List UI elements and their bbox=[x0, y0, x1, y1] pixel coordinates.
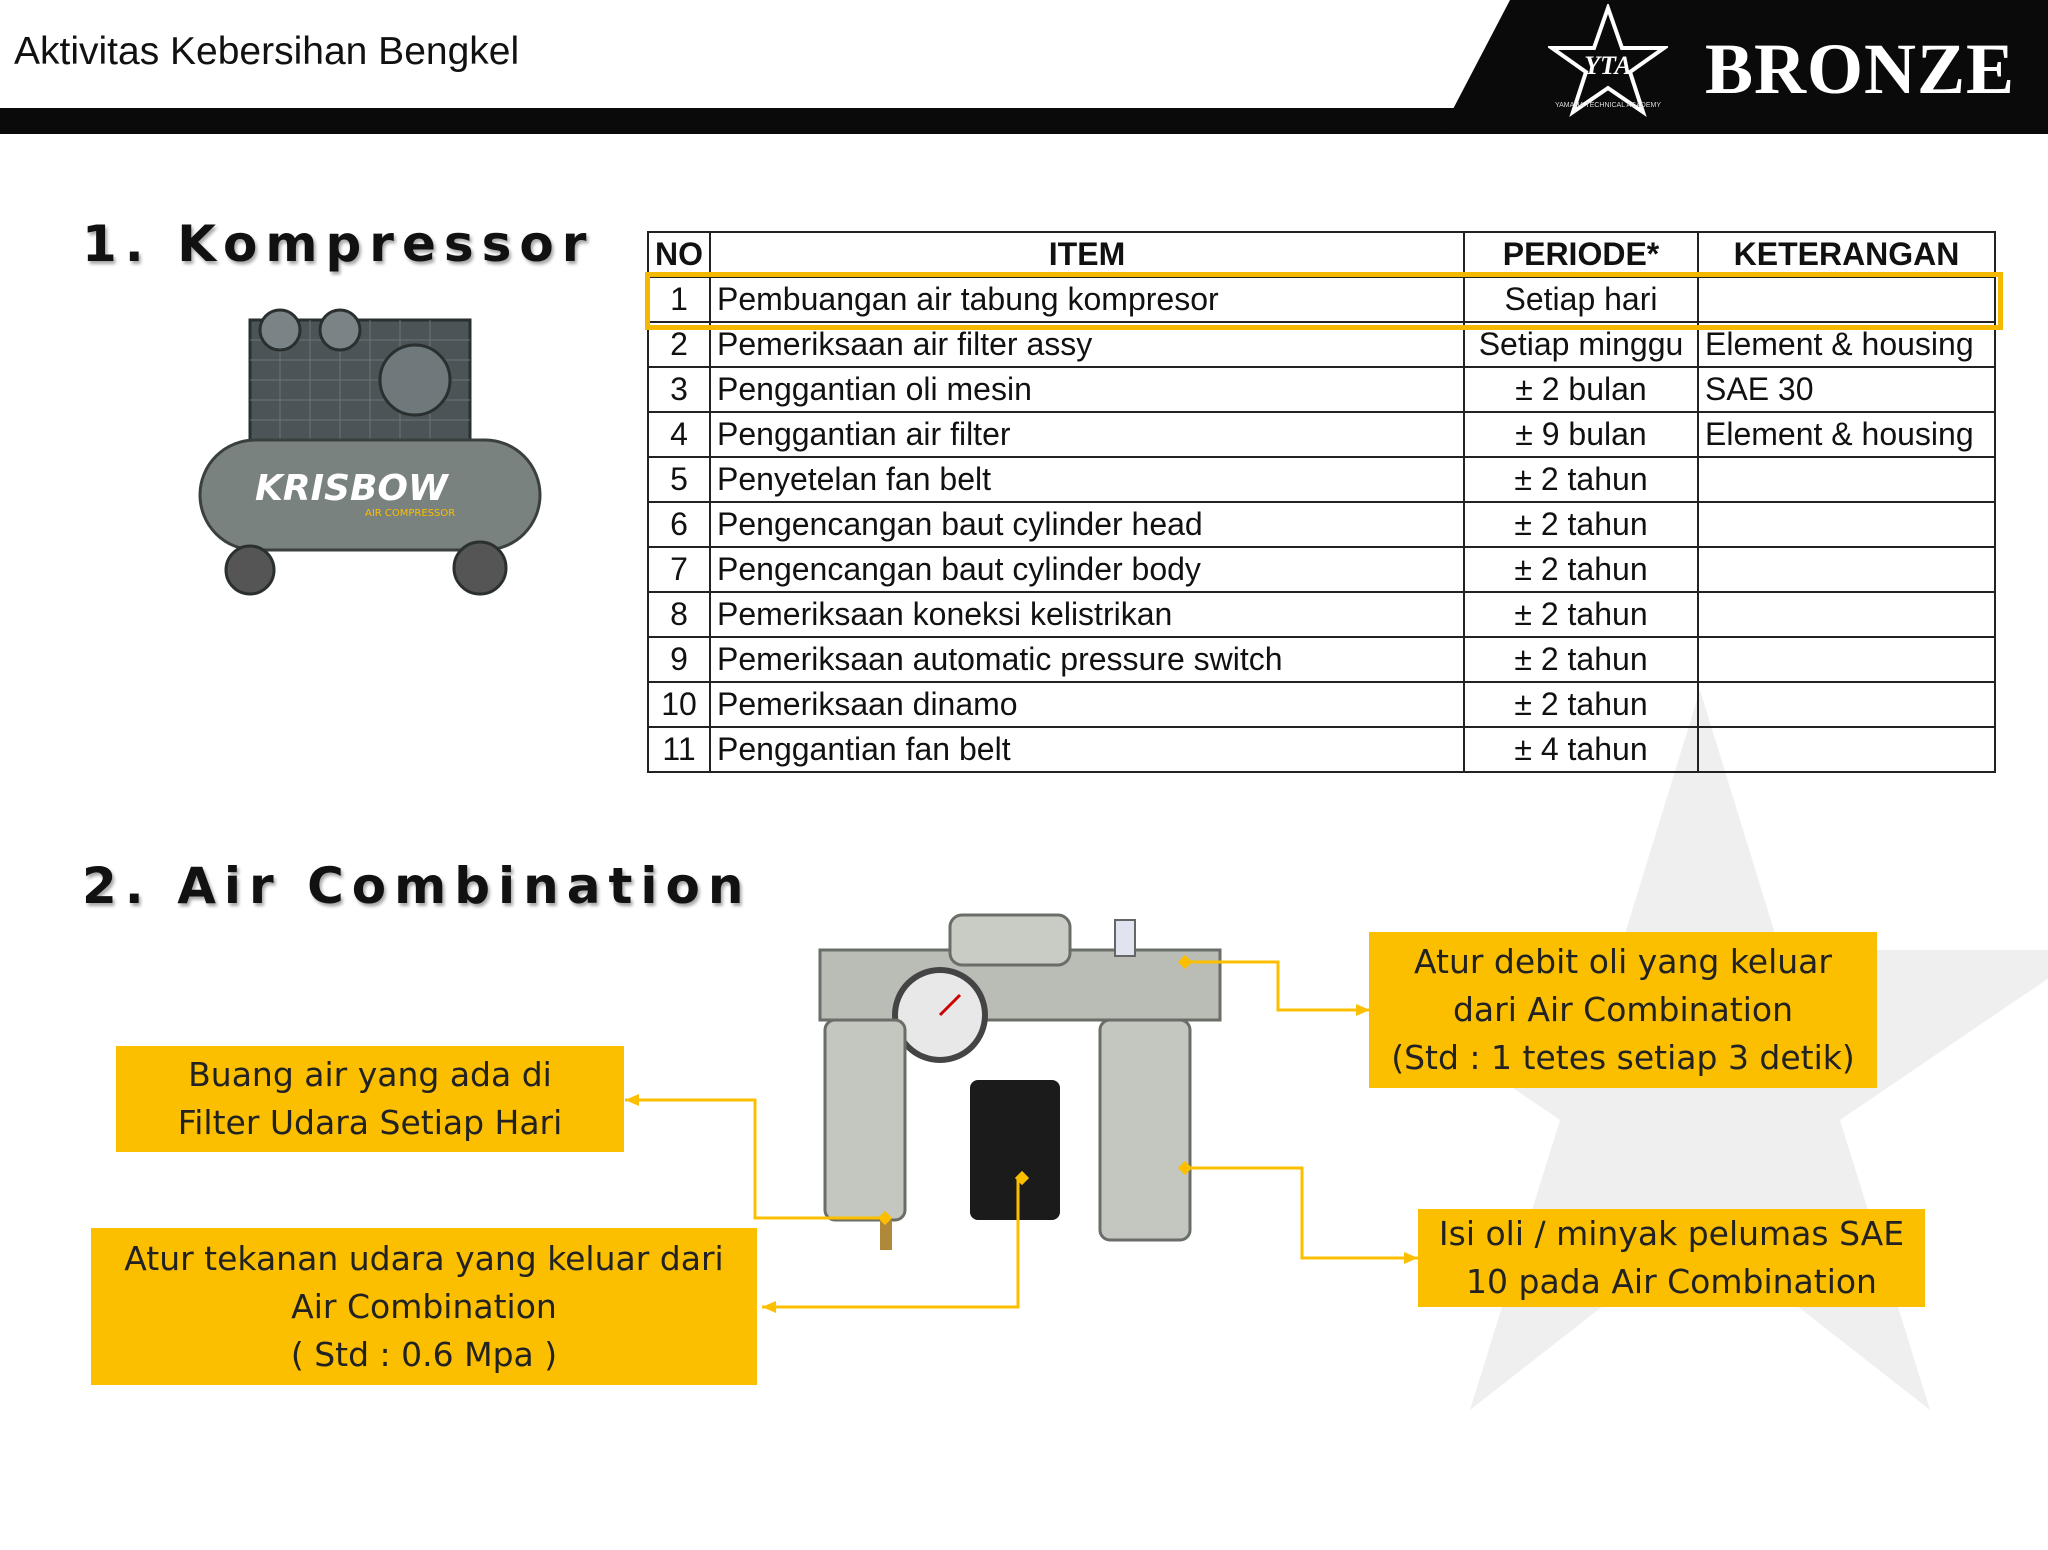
callout-line: ( Std : 0.6 Mpa ) bbox=[290, 1334, 558, 1374]
callout-line: Filter Udara Setiap Hari bbox=[177, 1103, 563, 1142]
cell-keterangan: SAE 30 bbox=[1698, 367, 1995, 412]
page-title: Aktivitas Kebersihan Bengkel bbox=[14, 30, 520, 73]
cell-periode: ± 4 tahun bbox=[1464, 727, 1698, 772]
cell-periode: ± 2 tahun bbox=[1464, 457, 1698, 502]
cell-item: Penggantian air filter bbox=[710, 412, 1464, 457]
cell-periode: ± 2 tahun bbox=[1464, 547, 1698, 592]
cell-item: Pemeriksaan automatic pressure switch bbox=[710, 637, 1464, 682]
cell-item: Penggantian oli mesin bbox=[710, 367, 1464, 412]
cell-item: Pembuangan air tabung kompresor bbox=[710, 277, 1464, 322]
cell-periode: ± 9 bulan bbox=[1464, 412, 1698, 457]
cell-item: Pemeriksaan air filter assy bbox=[710, 322, 1464, 367]
logo-subtext: YAMAHA TECHNICAL ACADEMY bbox=[1554, 102, 1662, 109]
cell-periode: Setiap minggu bbox=[1464, 322, 1698, 367]
cell-item: Penyetelan fan belt bbox=[710, 457, 1464, 502]
callout-line: Atur debit oli yang keluar bbox=[1414, 942, 1832, 981]
cell-keterangan: Element & housing bbox=[1698, 322, 1995, 367]
cell-no: 5 bbox=[648, 457, 710, 502]
cell-item: Pengencangan baut cylinder head bbox=[710, 502, 1464, 547]
cell-periode: ± 2 tahun bbox=[1464, 592, 1698, 637]
callout-line: 10 pada Air Combination bbox=[1466, 1262, 1877, 1301]
cell-periode: Setiap hari bbox=[1464, 277, 1698, 322]
cell-periode: ± 2 tahun bbox=[1464, 502, 1698, 547]
cell-periode: ± 2 tahun bbox=[1464, 637, 1698, 682]
cell-no: 9 bbox=[648, 637, 710, 682]
cell-no: 10 bbox=[648, 682, 710, 727]
header-item: ITEM bbox=[710, 232, 1464, 277]
header-no: NO bbox=[648, 232, 710, 277]
callout-line: Atur tekanan udara yang keluar dari bbox=[124, 1238, 724, 1278]
bronze-badge: BRONZE bbox=[1705, 29, 2016, 109]
section-title-kompressor: 1. Kompressor bbox=[82, 215, 595, 273]
cell-item: Pemeriksaan koneksi kelistrikan bbox=[710, 592, 1464, 637]
cell-no: 6 bbox=[648, 502, 710, 547]
callout-line: dari Air Combination bbox=[1452, 990, 1794, 1029]
cell-keterangan: Element & housing bbox=[1698, 412, 1995, 457]
callout-atur-tekanan bbox=[91, 1228, 757, 1385]
cell-no: 2 bbox=[648, 322, 710, 367]
cell-no: 8 bbox=[648, 592, 710, 637]
callout-buang-air bbox=[116, 1046, 624, 1152]
cell-periode: ± 2 bulan bbox=[1464, 367, 1698, 412]
callout-line: (Std : 1 tetes setiap 3 detik) bbox=[1391, 1038, 1855, 1077]
cell-item: Pengencangan baut cylinder body bbox=[710, 547, 1464, 592]
callout-isi-oli bbox=[1418, 1209, 1925, 1307]
callout-atur-debit bbox=[1369, 932, 1877, 1088]
krisbow-label: KRISBOW bbox=[255, 468, 448, 509]
section-title-air-combination: 2. Air Combination bbox=[82, 857, 752, 915]
krisbow-sublabel: AIR COMPRESSOR bbox=[365, 508, 456, 519]
callout-line: Isi oli / minyak pelumas SAE bbox=[1438, 1214, 1905, 1253]
callout-line: Air Combination bbox=[291, 1286, 557, 1326]
cell-no: 4 bbox=[648, 412, 710, 457]
header-keterangan: KETERANGAN bbox=[1698, 232, 1995, 277]
cell-item: Pemeriksaan dinamo bbox=[710, 682, 1464, 727]
cell-item: Penggantian fan belt bbox=[710, 727, 1464, 772]
callout-line: Buang air yang ada di bbox=[188, 1055, 552, 1094]
header-periode: PERIODE* bbox=[1464, 232, 1698, 277]
cell-no: 11 bbox=[648, 727, 710, 772]
cell-no: 1 bbox=[648, 277, 710, 322]
cell-periode: ± 2 tahun bbox=[1464, 682, 1698, 727]
logo-text: YTA bbox=[1584, 51, 1632, 80]
cell-no: 3 bbox=[648, 367, 710, 412]
cell-no: 7 bbox=[648, 547, 710, 592]
